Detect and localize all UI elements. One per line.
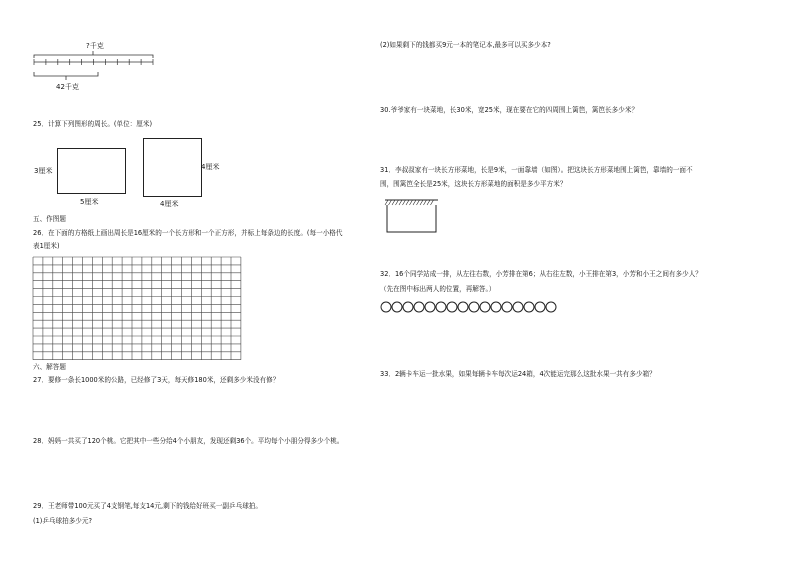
student-circle: [447, 302, 457, 312]
question-31-line1: 31．李叔叔家有一块长方形菜地，长是9米，一面靠墙（如图）。把这块长方形菜地围上篱笆，靠墙的一面不: [380, 166, 693, 174]
student-circle: [436, 302, 446, 312]
student-circle: [425, 302, 435, 312]
section-5-title: 五、作图题: [33, 215, 66, 223]
bar-bottom-label: 42千克: [56, 83, 79, 91]
student-circle: [513, 302, 523, 312]
question-31-line2: 围，围篱笆全长是25米，这块长方形菜地的面积是多少平方米？: [380, 180, 567, 188]
rect-width-label: 5厘米: [80, 198, 99, 206]
student-circle: [392, 302, 402, 312]
square-bottom-label: 4厘米: [160, 200, 179, 208]
rect-height-label: 3厘米: [34, 167, 53, 175]
question-28: 28．妈妈一共买了120个桃。它把其中一些分给4个小朋友，发现还剩36个。平均每个小朋分得多少个桃。: [33, 437, 344, 445]
student-circle: [524, 302, 534, 312]
question-27: 27．要修一条长1000米的公路，已经修了3天，每天修180米，还剩多少米没有修？: [33, 376, 280, 384]
section-6-title: 六、解答题: [33, 363, 66, 371]
student-circle: [414, 302, 424, 312]
question-26-line1: 26．在下面的方格纸上画出周长是16厘米的一个长方形和一个正方形，并标上每条边的长度。(每一小格代: [33, 229, 343, 237]
square-side-label: 4厘米: [201, 163, 220, 171]
student-circle: [546, 302, 556, 312]
question-26-line2: 表1厘米): [33, 242, 60, 250]
student-circle: [381, 302, 391, 312]
question-32-line1: 32．16个同学站成一排，从左往右数，小芳排在第6；从右往左数，小王排在第3，小芳和小王之间有多少人？: [380, 270, 702, 278]
student-circle: [535, 302, 545, 312]
question-29-sub2: (2)如果剩下的钱都买9元一本的笔记本,最多可以买多少本?: [380, 41, 551, 49]
question-25: 25．计算下列图形的周长。(单位：厘米): [33, 120, 153, 128]
student-circle: [480, 302, 490, 312]
student-circle: [502, 302, 512, 312]
question-32-line2: （先在图中标出两人的位置，再解答。）: [380, 285, 496, 293]
student-circle: [458, 302, 468, 312]
question-30: 30.爷爷家有一块菜地，长30米，宽25米，现在要在它的四周围上篱笆，篱笆长多少米？: [380, 106, 639, 114]
question-33: 33．2辆卡车运一批水果，如果每辆卡车每次运24箱，4次能运完那么这批水果一共有多少箱？: [380, 370, 656, 378]
student-circle: [491, 302, 501, 312]
student-circle: [403, 302, 413, 312]
question-29-sub1: (1)乒乓球拍多少元?: [33, 517, 92, 525]
question-29-line1: 29．王老师带100元买了4支钢笔,每支14元,剩下的钱给好班买一副乒乓球拍。: [33, 502, 262, 510]
bar-top-label: ?千克: [86, 42, 104, 50]
student-circle: [469, 302, 479, 312]
